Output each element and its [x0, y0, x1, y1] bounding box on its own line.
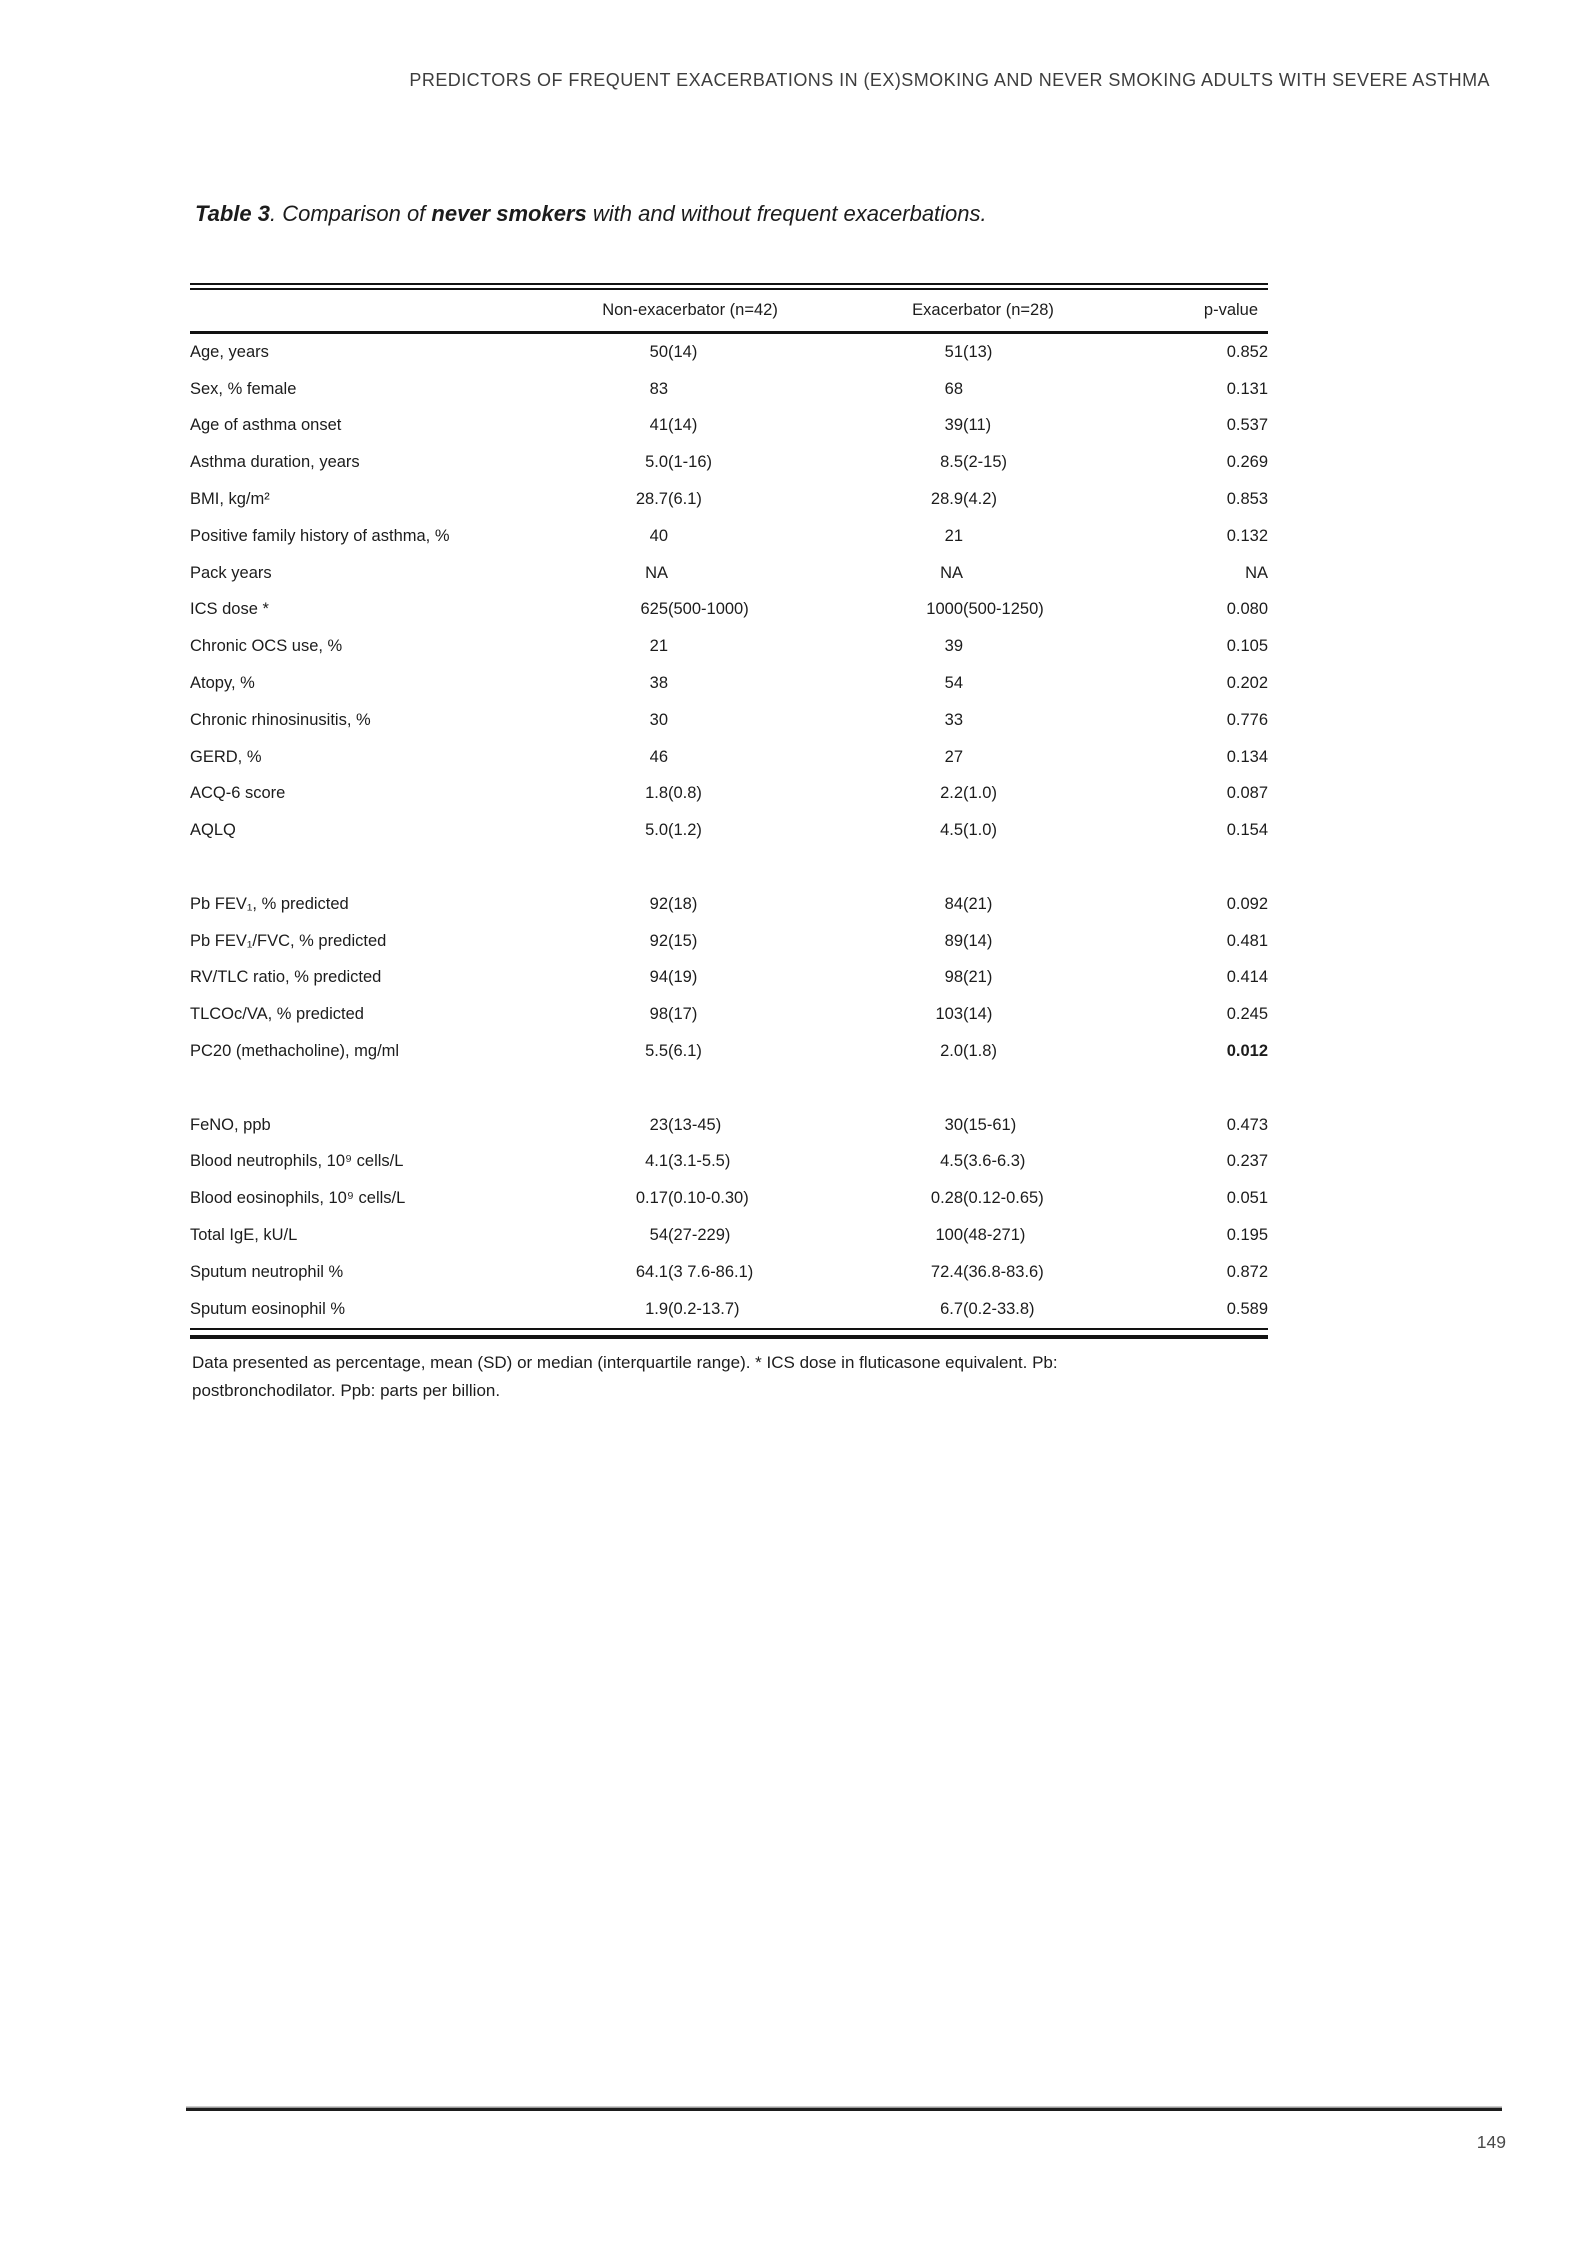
cell-value-exacerbator: 0.28: [930, 1189, 964, 1208]
cell-value-exacerbator: 2.2: [940, 784, 964, 803]
cell-value-exacerbator: 2.0: [940, 1042, 964, 1061]
row-label: Chronic rhinosinusitis, %: [190, 710, 371, 729]
row-label: TLCOc/VA, % predicted: [190, 1005, 364, 1024]
cell-p-value: 0.134: [1226, 747, 1269, 766]
table-body: [190, 333, 1268, 1329]
cell-p-value: 0.473: [1226, 1115, 1269, 1134]
row-label: Chronic OCS use, %: [190, 637, 343, 656]
cell-value-exacerbator: 100: [935, 1226, 964, 1245]
cell-range-non-exacerbator: [668, 702, 862, 739]
cell-p-value: 0.051: [1226, 1189, 1269, 1208]
caption-text-1: . Comparison of: [270, 201, 432, 226]
col-header-non-exacerbator: Non-exacerbator (n=42): [543, 290, 837, 333]
spacer-row: [190, 1070, 1268, 1107]
row-label: BMI, kg/m²: [190, 490, 270, 509]
row-label: Pb FEV₁/FVC, % predicted: [190, 931, 387, 950]
table-row: [190, 996, 1268, 1033]
spacer-cell: [190, 849, 1268, 886]
row-label: Total IgE, kU/L: [190, 1226, 298, 1245]
cell-p-value: 0.414: [1226, 968, 1269, 987]
table-row: [190, 1254, 1268, 1291]
cell-value-exacerbator: 72.4: [930, 1262, 964, 1281]
col-header-empty: [190, 290, 568, 333]
table-row: [190, 776, 1268, 813]
cell-value-non-exacerbator: 23: [649, 1115, 668, 1134]
cell-p-value: 0.872: [1226, 1262, 1269, 1281]
cell-range-non-exacerbator: (15): [668, 931, 698, 950]
cell-value-exacerbator: 39: [944, 416, 964, 435]
row-label: Atopy, %: [190, 674, 255, 693]
table-bottom-rule: [190, 1335, 1268, 1340]
cell-range-exacerbator: [963, 665, 1140, 702]
cell-p-value: 0.481: [1226, 931, 1269, 950]
row-label: GERD, %: [190, 747, 262, 766]
table-row: [190, 1107, 1268, 1144]
comparison-table-block: [190, 283, 1268, 1339]
cell-range-non-exacerbator: [668, 628, 862, 665]
cell-range-non-exacerbator: (0.10-0.30): [668, 1189, 749, 1208]
cell-range-exacerbator: (1.0): [963, 821, 997, 840]
table-top-rule: [190, 283, 1268, 290]
spacer-cell: [190, 1070, 1268, 1107]
cell-value-exacerbator: 21: [944, 526, 964, 545]
table-row: [190, 408, 1268, 445]
row-label: ICS dose *: [190, 600, 269, 619]
cell-value-non-exacerbator: 98: [649, 1005, 668, 1024]
cell-value-exacerbator: 68: [944, 379, 964, 398]
cell-range-exacerbator: (0.2-33.8): [963, 1299, 1035, 1318]
cell-p-value: 0.131: [1226, 379, 1269, 398]
cell-value-non-exacerbator: 50: [649, 342, 668, 361]
cell-value-non-exacerbator: 83: [649, 379, 668, 398]
row-label: Sputum neutrophil %: [190, 1262, 344, 1281]
cell-value-non-exacerbator: 54: [649, 1226, 668, 1245]
cell-value-non-exacerbator: 30: [649, 710, 668, 729]
cell-p-value: 0.105: [1226, 637, 1269, 656]
cell-value-exacerbator: 8.5: [940, 453, 964, 472]
cell-value-exacerbator: NA: [940, 563, 964, 582]
cell-range-non-exacerbator: (1-16): [668, 453, 713, 472]
cell-p-value: 0.537: [1226, 416, 1269, 435]
cell-range-exacerbator: [963, 628, 1140, 665]
table-row: [190, 886, 1268, 923]
cell-p-value: 0.852: [1226, 342, 1269, 361]
cell-range-exacerbator: (14): [963, 1005, 993, 1024]
row-label: Pack years: [190, 563, 272, 582]
cell-value-non-exacerbator: 1.9: [645, 1299, 668, 1318]
cell-value-non-exacerbator: 21: [649, 637, 668, 656]
row-label: PC20 (methacholine), mg/ml: [190, 1042, 400, 1061]
cell-range-non-exacerbator: (19): [668, 968, 698, 987]
cell-range-non-exacerbator: (13-45): [668, 1115, 722, 1134]
cell-value-exacerbator: 89: [944, 931, 964, 950]
cell-value-exacerbator: 98: [944, 968, 964, 987]
cell-value-non-exacerbator: 1.8: [645, 784, 668, 803]
cell-p-value: NA: [1245, 563, 1269, 582]
cell-range-exacerbator: [963, 739, 1140, 776]
table-row: [190, 923, 1268, 960]
cell-value-exacerbator: 84: [944, 894, 964, 913]
cell-range-non-exacerbator: (14): [668, 416, 698, 435]
cell-range-non-exacerbator: [668, 371, 862, 408]
cell-value-non-exacerbator: 94: [649, 968, 668, 987]
cell-range-non-exacerbator: [668, 665, 862, 702]
cell-value-non-exacerbator: 40: [649, 526, 668, 545]
cell-range-non-exacerbator: (3 7.6-86.1): [668, 1262, 754, 1281]
table-row: [190, 333, 1268, 371]
cell-p-value: 0.853: [1226, 490, 1269, 509]
cell-range-exacerbator: (1.0): [963, 784, 997, 803]
cell-value-exacerbator: 30: [944, 1115, 964, 1134]
cell-value-non-exacerbator: NA: [645, 563, 668, 582]
cell-range-exacerbator: (21): [963, 968, 993, 987]
cell-p-value: 0.202: [1226, 674, 1269, 693]
cell-range-non-exacerbator: [668, 555, 862, 592]
cell-range-exacerbator: (3.6-6.3): [963, 1152, 1026, 1171]
row-label: Positive family history of asthma, %: [190, 526, 450, 545]
cell-range-non-exacerbator: (6.1): [668, 1042, 702, 1061]
cell-value-exacerbator: 54: [944, 674, 964, 693]
cell-value-non-exacerbator: 38: [649, 674, 668, 693]
col-header-exacerbator: Exacerbator (n=28): [844, 290, 1122, 333]
cell-value-non-exacerbator: 5.0: [645, 453, 668, 472]
cell-value-non-exacerbator: 92: [649, 931, 668, 950]
row-label: Asthma duration, years: [190, 453, 360, 472]
table-row: [190, 628, 1268, 665]
cell-p-value: 0.087: [1226, 784, 1269, 803]
running-header: PREDICTORS OF FREQUENT EXACERBATIONS IN (EX)SMOKING AND NEVER SMOKING ADULTS WITH SEVERE ASTHMA: [409, 70, 1490, 90]
cell-value-exacerbator: 6.7: [940, 1299, 964, 1318]
cell-value-non-exacerbator: 625: [640, 600, 668, 619]
table-row: [190, 812, 1268, 849]
cell-p-value: 0.245: [1226, 1005, 1269, 1024]
cell-value-non-exacerbator: 64.1: [635, 1262, 668, 1281]
cell-range-exacerbator: (36.8-83.6): [963, 1262, 1044, 1281]
cell-value-exacerbator: 4.5: [940, 821, 964, 840]
cell-range-exacerbator: (0.12-0.65): [963, 1189, 1044, 1208]
cell-range-exacerbator: (14): [963, 931, 993, 950]
footnote-line-1: Data presented as percentage, mean (SD) or median (interquartile range). * ICS dose in fluticasone equivalent. Pb:: [192, 1353, 1058, 1372]
cell-p-value: 0.589: [1226, 1299, 1269, 1318]
row-label: Pb FEV₁, % predicted: [190, 894, 349, 913]
caption-table-label: Table 3: [195, 201, 270, 226]
table-row: [190, 739, 1268, 776]
cell-range-exacerbator: (4.2): [963, 490, 997, 509]
table-row: [190, 518, 1268, 555]
cell-range-non-exacerbator: (27-229): [668, 1226, 731, 1245]
caption-emphasis: never smokers: [431, 201, 587, 226]
table-caption: [195, 201, 987, 227]
cell-range-exacerbator: (15-61): [963, 1115, 1017, 1134]
cell-range-non-exacerbator: (18): [668, 894, 698, 913]
cell-value-non-exacerbator: 0.17: [635, 1189, 668, 1208]
table-row: [190, 1291, 1268, 1329]
footer-rule: [186, 2108, 1502, 2111]
comparison-table: [190, 290, 1268, 1330]
cell-range-non-exacerbator: (14): [668, 342, 698, 361]
cell-value-exacerbator: 103: [935, 1005, 964, 1024]
cell-range-non-exacerbator: (6.1): [668, 490, 702, 509]
table-footnote: [192, 1349, 1302, 1404]
cell-value-non-exacerbator: 46: [649, 747, 668, 766]
row-label: AQLQ: [190, 821, 236, 840]
cell-range-exacerbator: (11): [963, 416, 992, 435]
cell-range-non-exacerbator: (500-1000): [668, 600, 749, 619]
cell-range-exacerbator: [963, 518, 1140, 555]
cell-p-value: 0.195: [1226, 1226, 1269, 1245]
table-row: [190, 1144, 1268, 1181]
table-row: [190, 665, 1268, 702]
row-label: Sex, % female: [190, 379, 297, 398]
spacer-row: [190, 849, 1268, 886]
cell-range-non-exacerbator: (17): [668, 1005, 698, 1024]
col-header-p-value: p-value: [1140, 290, 1268, 333]
table-row: [190, 702, 1268, 739]
cell-value-non-exacerbator: 92: [649, 894, 668, 913]
cell-p-value: 0.092: [1226, 894, 1269, 913]
caption-text-2: with and without frequent exacerbations.: [586, 201, 987, 226]
cell-value-exacerbator: 33: [944, 710, 964, 729]
cell-range-exacerbator: (500-1250): [963, 600, 1044, 619]
footnote-line-2: postbronchodilator. Ppb: parts per billion.: [192, 1380, 501, 1400]
row-label: FeNO, ppb: [190, 1115, 271, 1134]
cell-value-non-exacerbator: 5.0: [645, 821, 668, 840]
cell-p-value: 0.776: [1226, 710, 1269, 729]
cell-range-exacerbator: [963, 555, 1140, 592]
cell-value-exacerbator: 4.5: [940, 1152, 964, 1171]
cell-range-non-exacerbator: (0.2-13.7): [668, 1299, 740, 1318]
cell-p-value: 0.269: [1226, 453, 1269, 472]
cell-range-non-exacerbator: (1.2): [668, 821, 702, 840]
cell-range-exacerbator: [963, 702, 1140, 739]
cell-value-non-exacerbator: 41: [649, 416, 668, 435]
cell-p-value: 0.132: [1226, 526, 1269, 545]
table-row: [190, 1033, 1268, 1070]
cell-range-non-exacerbator: [668, 739, 862, 776]
cell-range-non-exacerbator: (0.8): [668, 784, 702, 803]
row-label: ACQ-6 score: [190, 784, 286, 803]
cell-value-non-exacerbator: 4.1: [645, 1152, 668, 1171]
cell-range-exacerbator: (1.8): [963, 1042, 997, 1061]
cell-p-value: 0.237: [1226, 1152, 1269, 1171]
cell-range-exacerbator: (21): [963, 894, 993, 913]
cell-range-non-exacerbator: (3.1-5.5): [668, 1152, 731, 1171]
row-label: Blood neutrophils, 10⁹ cells/L: [190, 1152, 404, 1171]
cell-range-exacerbator: [963, 371, 1140, 408]
row-label: Sputum eosinophil %: [190, 1299, 346, 1318]
cell-range-exacerbator: (2-15): [963, 453, 1008, 472]
row-label: RV/TLC ratio, % predicted: [190, 968, 382, 987]
cell-range-exacerbator: (48-271): [963, 1226, 1026, 1245]
cell-p-value: 0.012: [1226, 1042, 1269, 1061]
table-row: [190, 960, 1268, 997]
cell-value-non-exacerbator: 5.5: [645, 1042, 668, 1061]
table-row: [190, 371, 1268, 408]
cell-p-value: 0.080: [1226, 600, 1269, 619]
cell-value-exacerbator: 51: [944, 342, 964, 361]
row-label: Age of asthma onset: [190, 416, 342, 435]
row-label: Age, years: [190, 342, 269, 361]
page-number: 149: [1476, 2132, 1506, 2152]
cell-value-exacerbator: 27: [944, 747, 964, 766]
table-row: [190, 444, 1268, 481]
cell-range-non-exacerbator: [668, 518, 862, 555]
table-row: [190, 1217, 1268, 1254]
cell-value-non-exacerbator: 28.7: [635, 490, 668, 509]
row-label: Blood eosinophils, 10⁹ cells/L: [190, 1189, 406, 1208]
table-row: [190, 555, 1268, 592]
table-header-row: [190, 290, 1268, 333]
cell-value-exacerbator: 28.9: [930, 490, 964, 509]
table-row: [190, 1180, 1268, 1217]
table-row: [190, 592, 1268, 629]
cell-value-exacerbator: 1000: [926, 600, 964, 619]
table-row: [190, 481, 1268, 518]
cell-range-exacerbator: (13): [963, 342, 993, 361]
cell-p-value: 0.154: [1226, 821, 1269, 840]
cell-value-exacerbator: 39: [944, 637, 964, 656]
